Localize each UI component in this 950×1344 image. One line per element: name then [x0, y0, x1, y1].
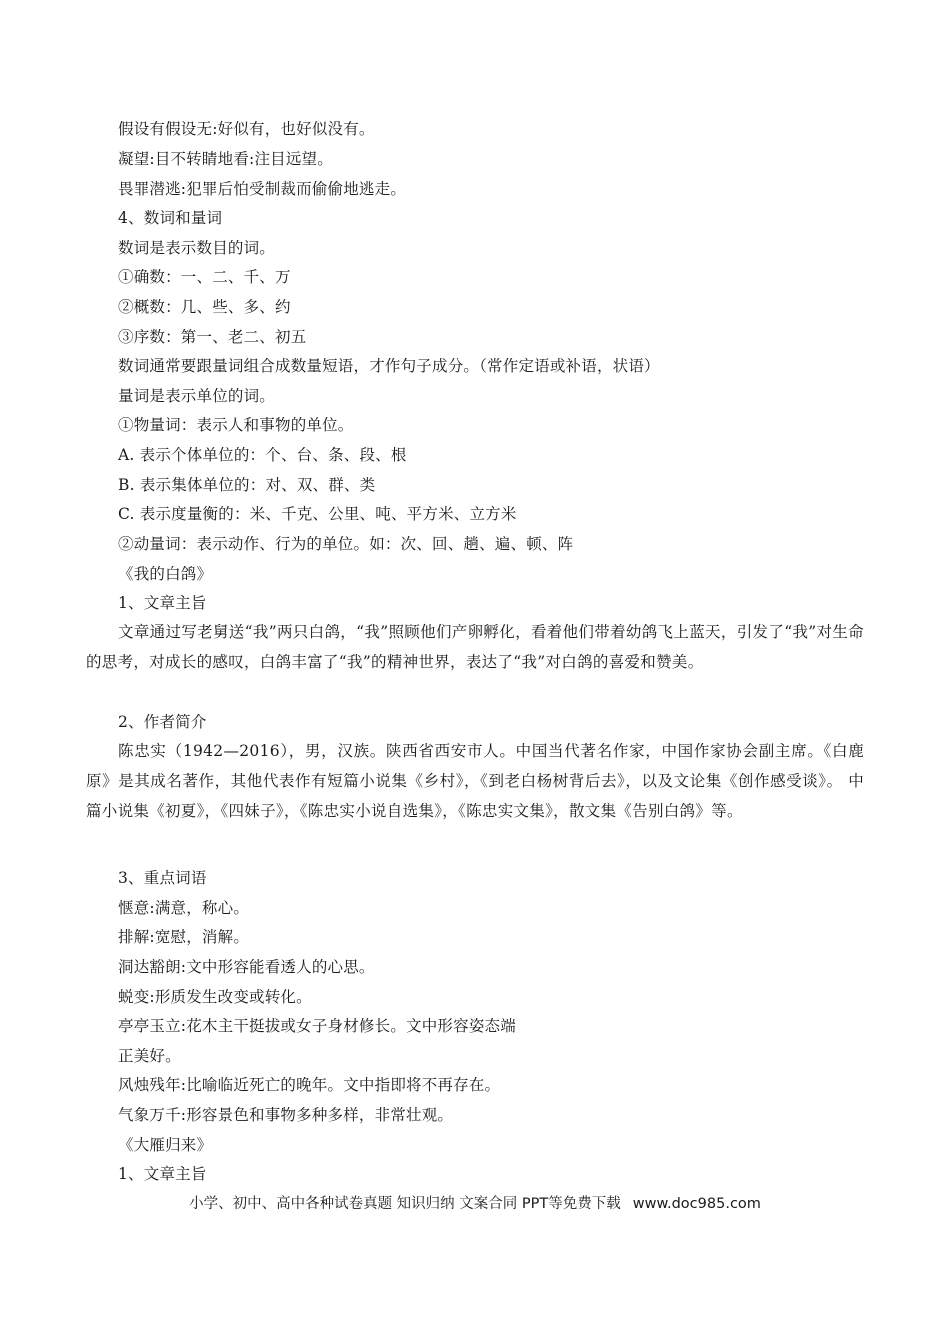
- text-line: 惬意:满意，称心。: [118, 899, 250, 917]
- section-heading: 1、文章主旨: [118, 1165, 207, 1183]
- text-line: 气象万千:形容景色和事物多种多样，非常壮观。: [118, 1106, 454, 1124]
- text-line: 数词是表示数目的词。: [118, 239, 276, 257]
- article-title: 《我的白鸽》: [118, 565, 213, 583]
- section-heading: 2、作者简介: [118, 713, 207, 731]
- text-line: 蜕变:形质发生改变或转化。: [118, 988, 312, 1006]
- list-item: ②动量词：表示动作、行为的单位。如：次、回、趟、遍、顿、阵: [118, 535, 574, 553]
- paragraph-theme: 文章通过写老舅送“我”两只白鸽，“我”照顾他们产卵孵化，看着他们带着幼鸽飞上蓝天，引发了“我”对生命的思考，对成长的感叹，白鸽丰富了“我”的精神世界，表达了“我”对白鸽的喜爱和赞美。: [86, 623, 864, 671]
- footer-text: 小学、初中、高中各种试卷真题 知识归纳 文案合同 PPT等免费下载: [189, 1196, 621, 1212]
- list-item: ①确数：一、二、千、万: [118, 268, 291, 286]
- text-line: 畏罪潜逃:犯罪后怕受制裁而偷偷地逃走。: [118, 180, 407, 198]
- text-line: 量词是表示单位的词。: [118, 387, 276, 405]
- section-heading: 3、重点词语: [118, 869, 207, 887]
- article-title: 《大雁归来》: [118, 1136, 213, 1154]
- section-heading: 1、文章主旨: [118, 594, 207, 612]
- list-item: ②概数：几、些、多、约: [118, 298, 291, 316]
- list-item: ③序数：第一、老二、初五: [118, 328, 307, 346]
- list-item: C. 表示度量衡的：米、千克、公里、吨、平方米、立方米: [118, 505, 517, 523]
- text-line: 亭亭玉立:花木主干挺拔或女子身材修长。文中形容姿态端: [118, 1017, 516, 1035]
- text-line: 洞达豁朗:文中形容能看透人的心思。: [118, 958, 375, 976]
- list-item: B. 表示集体单位的：对、双、群、类: [118, 476, 376, 494]
- list-item: A. 表示个体单位的：个、台、条、段、根: [118, 446, 407, 464]
- page-footer: [0, 1193, 950, 1215]
- section-heading: 4、数词和量词: [118, 209, 223, 227]
- text-line: 假设有假设无:好似有，也好似没有。: [118, 120, 375, 138]
- text-line: 正美好。: [118, 1047, 181, 1065]
- text-line: 排解:宽慰，消解。: [118, 928, 250, 946]
- paragraph-author: 陈忠实（1942—2016），男，汉族。陕西省西安市人。中国当代著名作家，中国作家协会副主席。《白鹿原》是其成名著作，其他代表作有短篇小说集《乡村》，《到老白杨树背后去》，以及文论集《创作感受谈》。 中篇小说集《初夏》，《四妹子》，《陈忠实小说自选集》，《陈忠实文集》，散文集《告别白鸽》等。: [86, 742, 864, 820]
- footer-link[interactable]: www.doc985.com: [632, 1196, 761, 1212]
- text-line: 风烛残年:比喻临近死亡的晚年。文中指即将不再存在。: [118, 1076, 501, 1094]
- text-line: 数词通常要跟量词组合成数量短语，才作句子成分。（常作定语或补语，状语）: [118, 357, 660, 375]
- list-item: ①物量词：表示人和事物的单位。: [118, 416, 354, 434]
- text-line: 凝望:目不转睛地看:注目远望。: [118, 150, 333, 168]
